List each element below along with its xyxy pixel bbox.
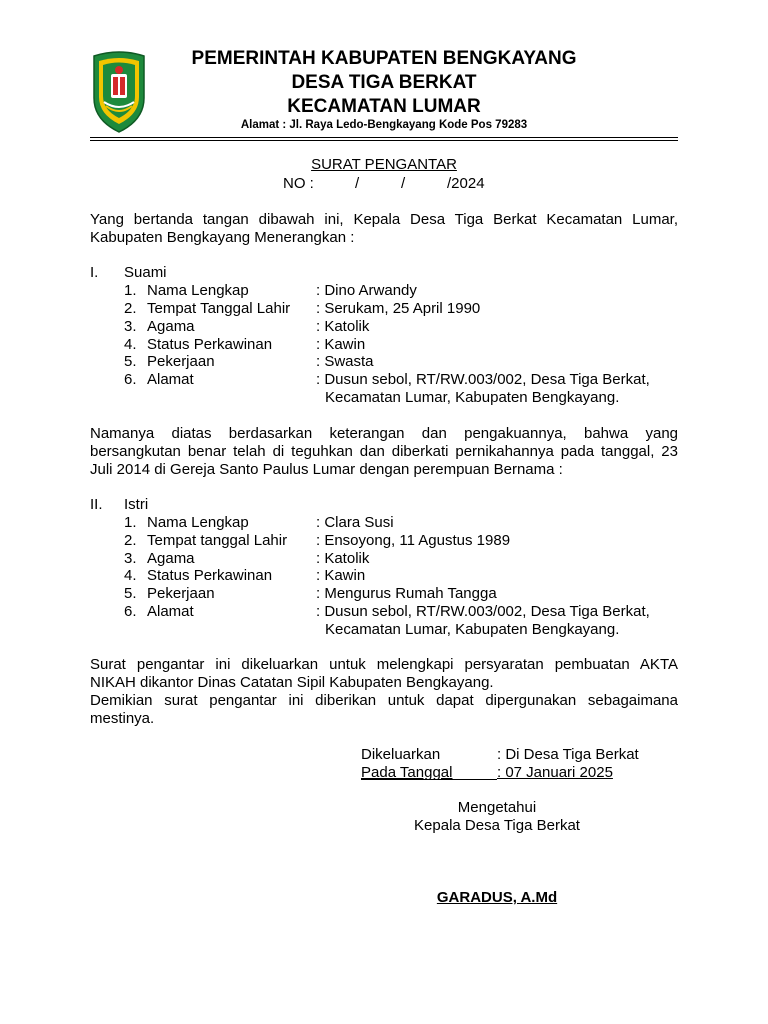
issued-date-value: : 07 Januari 2025 <box>497 764 613 781</box>
header-divider-top <box>90 137 678 138</box>
s2-row1-label: Nama Lengkap <box>147 514 249 531</box>
header-divider-bottom <box>90 140 678 141</box>
s1-row5-label: Pekerjaan <box>147 353 215 370</box>
middle-line-2: bersangkutan benar telah di teguhkan dan diberkati pernikahannya pada tanggal, 23 <box>90 443 678 460</box>
s2-address-continued: Kecamatan Lumar, Kabupaten Bengkayang. <box>325 621 620 638</box>
closing-line-1: Surat pengantar ini dikeluarkan untuk melengkapi persyaratan pembuatan AKTA <box>90 656 678 673</box>
s1-row4-label: Status Perkawinan <box>147 336 273 353</box>
section1-heading: Suami <box>124 264 167 281</box>
s2-row2-num: 2. <box>124 532 137 549</box>
s1-row6-value: : Dusun sebol, RT/RW.003/002, Desa Tiga Berkat, <box>316 371 650 388</box>
s2-row3-num: 3. <box>124 550 137 567</box>
s2-row5-label: Pekerjaan <box>147 585 215 602</box>
s2-row5-value: : Mengurus Rumah Tangga <box>316 585 497 602</box>
middle-line-3: Juli 2014 di Gereja Santo Paulus Lumar dengan perempuan Bernama : <box>90 461 563 478</box>
s2-row5-num: 5. <box>124 585 137 602</box>
s1-row2-value: : Serukam, 25 April 1990 <box>316 300 481 317</box>
signature-name: GARADUS, A.Md <box>436 889 558 906</box>
section2-heading: Istri <box>124 496 149 513</box>
s1-row1-value: : Dino Arwandy <box>316 282 417 299</box>
s1-row2-num: 2. <box>124 300 137 317</box>
regency-emblem-icon <box>90 50 148 134</box>
letter-title: SURAT PENGANTAR <box>311 156 457 173</box>
s1-row6-num: 6. <box>124 371 137 388</box>
s1-row4-value: : Kawin <box>316 336 366 353</box>
intro-line-1: Yang bertanda tangan dibawah ini, Kepala Desa Tiga Berkat Kecamatan Lumar, <box>90 211 678 228</box>
header-government: PEMERINTAH KABUPATEN BENGKAYANG <box>191 48 577 69</box>
issued-place-value: : Di Desa Tiga Berkat <box>497 746 639 763</box>
s1-row3-label: Agama <box>147 318 195 335</box>
letter-number-year: /2024 <box>447 175 485 192</box>
middle-line-1: Namanya diatas berdasarkan keterangan dan pengakuannya, bahwa yang <box>90 425 678 442</box>
s1-row5-num: 5. <box>124 353 137 370</box>
intro-line-2: Kabupaten Bengkayang Menerangkan : <box>90 229 355 246</box>
s2-row3-label: Agama <box>147 550 195 567</box>
s1-row5-value: : Swasta <box>316 353 374 370</box>
s2-row1-value: : Clara Susi <box>316 514 394 531</box>
s1-row1-num: 1. <box>124 282 137 299</box>
header-district: KECAMATAN LUMAR <box>287 96 481 117</box>
letter-number-label: NO : <box>283 175 314 192</box>
s1-row6-label: Alamat <box>147 371 194 388</box>
s2-row6-num: 6. <box>124 603 137 620</box>
s2-row2-value: : Ensoyong, 11 Agustus 1989 <box>316 532 511 549</box>
s2-row6-value: : Dusun sebol, RT/RW.003/002, Desa Tiga Berkat, <box>316 603 650 620</box>
closing-line-4: mestinya. <box>90 710 155 727</box>
s2-row3-value: : Katolik <box>316 550 370 567</box>
s2-row4-num: 4. <box>124 567 137 584</box>
header-village: DESA TIGA BERKAT <box>291 72 477 93</box>
s2-row4-label: Status Perkawinan <box>147 567 273 584</box>
section1-roman: I. <box>90 264 99 281</box>
letter-number-sep2: / <box>401 175 406 192</box>
signature-position: Kepala Desa Tiga Berkat <box>414 817 580 834</box>
issued-date-underline <box>361 779 497 780</box>
issued-date-label: Pada Tanggal <box>361 764 453 781</box>
s1-address-continued: Kecamatan Lumar, Kabupaten Bengkayang. <box>325 389 620 406</box>
header-address: Alamat : Jl. Raya Ledo-Bengkayang Kode Pos 79283 <box>240 119 528 131</box>
s1-row1-label: Nama Lengkap <box>147 282 249 299</box>
signature-known: Mengetahui <box>457 799 537 816</box>
s2-row1-num: 1. <box>124 514 137 531</box>
section2-roman: II. <box>90 496 103 513</box>
closing-line-2: NIKAH dikantor Dinas Catatan Sipil Kabupaten Bengkayang. <box>90 674 494 691</box>
s1-row2-label: Tempat Tanggal Lahir <box>147 300 291 317</box>
s1-row3-num: 3. <box>124 318 137 335</box>
s2-row6-label: Alamat <box>147 603 194 620</box>
issued-place-label: Dikeluarkan <box>361 746 441 763</box>
s2-row4-value: : Kawin <box>316 567 366 584</box>
s1-row4-num: 4. <box>124 336 137 353</box>
s2-row2-label: Tempat tanggal Lahir <box>147 532 288 549</box>
s1-row3-value: : Katolik <box>316 318 370 335</box>
letter-number-sep1: / <box>355 175 360 192</box>
closing-line-3: Demikian surat pengantar ini diberikan untuk dapat dipergunakan sebagaimana <box>90 692 678 709</box>
